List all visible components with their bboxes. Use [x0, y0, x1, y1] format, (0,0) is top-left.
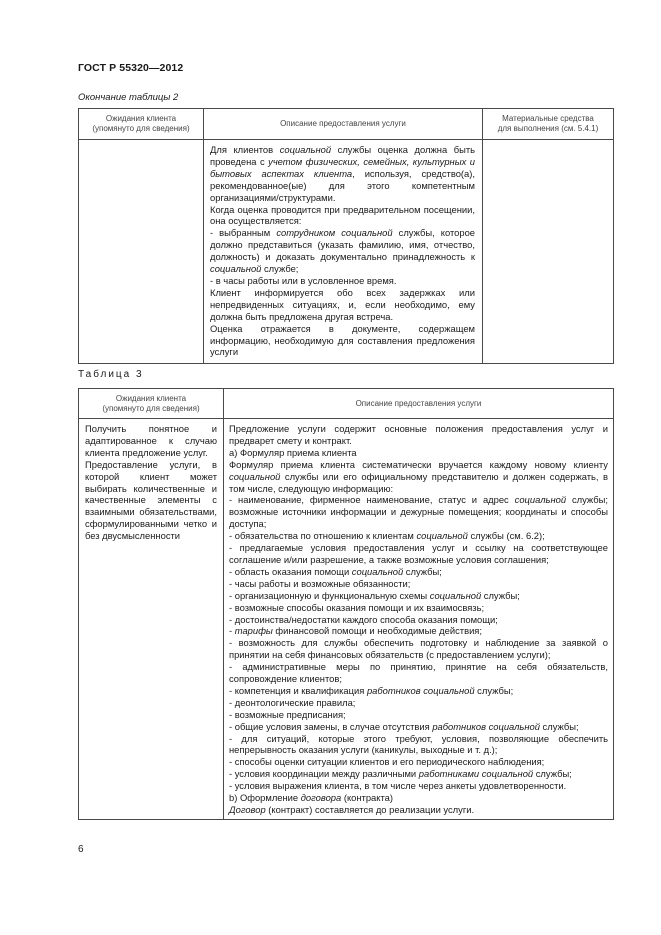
paragraph: Клиент информируется обо всех задержках или непредвиденных ситуациях, и, если необходимо, ему должна быть предложена другая встреча. — [210, 286, 475, 322]
paragraph: - компетенция и квалификация работников социальной службы; — [229, 684, 514, 696]
paragraph: a) Формуляр приема клиента — [229, 446, 357, 458]
table3-header-expectations: Ожидания клиента (упомянуто для сведения) — [79, 389, 224, 419]
paragraph: - возможность для службы обеспечить подготовку и наблюдение за заявкой о принятии на себя финансовых обязательств (с предоставлением услуги); — [229, 637, 608, 661]
paragraph: - возможные способы оказания помощи и их взаимосвязь; — [229, 601, 485, 613]
paragraph: - предлагаемые условия предоставления услуг и ссылку на соответствующее соглашение и/или разрешение, а также возможные условия соглашения; — [229, 542, 608, 565]
paragraph: - способы оценки ситуации клиентов и его периодического наблюдения; — [229, 756, 545, 768]
paragraph: Предоставление услуги, в которой клиент может выбирать количественные и качественные элементы с взаимными обязательствами, сформулированными четко и без двусмысленности — [85, 458, 217, 542]
paragraph: Оценка отражается в документе, содержащем информацию, необходимую для составления предложения услуги — [210, 322, 475, 358]
table3-expectations-text — [85, 423, 217, 542]
paragraph: b) Оформление договора (контракта) — [229, 792, 393, 804]
paragraph: Договор (контракт) составляется до реализации услуги. — [229, 804, 475, 815]
paragraph: - административные меры по принятию, принятие на себя обязательств, сопровождение клиентов; — [229, 661, 608, 685]
paragraph: - в часы работы или в условленное время. — [210, 274, 397, 286]
table3-caption: Таблица 3 — [78, 369, 144, 380]
table2-cell-expectations — [79, 140, 204, 364]
paragraph: - для ситуаций, которые этого требуют, условия, позволяющие обеспечить непрерывность оказания услуги (каникулы, выходные и т. д.); — [229, 732, 608, 756]
paragraph: - часы работы и возможные обязанности; — [229, 577, 411, 589]
table3-header-row — [79, 389, 614, 419]
paragraph: - обязательства по отношению к клиентам социальной службы (см. 6.2); — [229, 530, 545, 542]
paragraph: - условия выражения клиента, в том числе через анкеты удовлетворенности. — [229, 780, 567, 792]
paragraph: - условия координации между различными работниками социальной службы; — [229, 768, 572, 780]
paragraph: - тарифы финансовой помощи и необходимые действия; — [229, 625, 482, 637]
table2-header-expectations: Ожидания клиента (упомянуто для сведения) — [79, 109, 204, 140]
paragraph: Когда оценка проводится при предварительном посещении, она осуществляется: — [210, 203, 475, 227]
paragraph: - выбранным сотрудником социальной службы, которое должно представиться (указать фамилию, имя, отчество, должность) и доказать документально принадлежность к социальной службе; — [210, 227, 476, 275]
paragraph: - деонтологические правила; — [229, 696, 356, 708]
table-3 — [78, 388, 614, 820]
table3-cell-description — [224, 419, 614, 820]
table2-description-text — [210, 144, 475, 358]
table2-caption: Окончание таблицы 2 — [78, 92, 179, 103]
paragraph: Предложение услуги содержит основные положения предоставления услуг и предварет смету и контракт. — [229, 423, 608, 446]
paragraph: - возможные предписания; — [229, 708, 346, 720]
table3-description-text — [229, 423, 608, 816]
page-number: 6 — [78, 844, 84, 855]
table2-header-description: Описание предоставления услуги — [204, 109, 483, 140]
paragraph: - область оказания помощи социальной службы; — [229, 565, 442, 577]
table3-body-row — [79, 419, 614, 820]
paragraph: - организационную и функциональную схемы социальной службы; — [229, 589, 520, 601]
table3-cell-expectations — [79, 419, 224, 820]
paragraph: - наименование, фирменное наименование, статус и адрес социальной службы; возможные источники информации и дежурные помещения; координаты и способы доступа; — [229, 494, 608, 530]
paragraph: Формуляр приема клиента систематически вручается каждому новому клиенту социальной службы или его официальному представителю и должен содержать, в том числе, следующую информацию: — [229, 458, 608, 494]
table2-cell-description — [204, 140, 483, 364]
table2-header-resources: Материальные средства для выполнения (см. 5.4.1) — [483, 109, 614, 140]
paragraph: Получить понятное и адаптированное к случаю клиента предложение услуг. — [85, 423, 217, 458]
paragraph: - достоинства/недостатки каждого способа оказания помощи; — [229, 613, 498, 625]
table2-cell-resources — [483, 140, 614, 364]
paragraph: - общие условия замены, в случае отсутствия работников социальной службы; — [229, 720, 579, 732]
table-2 — [78, 108, 614, 364]
table2-body-row — [79, 140, 614, 364]
table2-header-row — [79, 109, 614, 140]
document-title: ГОСТ Р 55320—2012 — [78, 62, 184, 74]
table3-header-description: Описание предоставления услуги — [224, 389, 614, 419]
paragraph: Для клиентов социальной службы оценка должна быть проведена с учетом физических, семейных, культурных и бытовых аспектах клиента, используя, средство(а), рекомендованное(ые) для этого компетентным организациями/структурами. — [210, 144, 475, 203]
